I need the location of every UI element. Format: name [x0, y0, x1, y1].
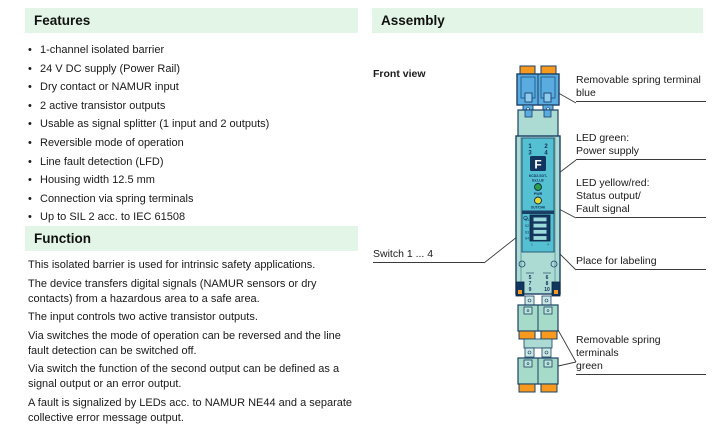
- feature-item: [28, 208, 360, 227]
- feature-item-text: 2 active transistor outputs: [40, 99, 166, 112]
- switch-label: S1: [524, 218, 529, 222]
- callout-line: Fault signal: [576, 203, 630, 215]
- features-section-header: Features: [25, 8, 358, 33]
- led-green-label: PWR: [533, 192, 543, 196]
- terminal-number: 9: [528, 287, 532, 293]
- callout-line: Place for labeling: [576, 255, 657, 267]
- feature-item: [28, 78, 360, 97]
- feature-item: [28, 97, 360, 116]
- feature-item: [28, 60, 360, 79]
- terminal-connector: [524, 339, 552, 348]
- function-paragraph: The device transfers digital signals (NAMUR sensors or dry contacts) from a hazardous area to a safe area.: [28, 277, 317, 305]
- callout-line: Status output/: [576, 190, 641, 202]
- connector-pins: [525, 348, 551, 357]
- callout-switch-1-4: [373, 248, 484, 263]
- callout-terminal-blue: [576, 74, 706, 102]
- feature-item: [28, 171, 360, 190]
- removable-terminal-green-2: [518, 358, 558, 392]
- terminal-number: 1: [528, 144, 532, 150]
- callout-terminals-green: [576, 334, 706, 375]
- assembly-figure: [372, 40, 712, 445]
- feature-item: [28, 190, 360, 209]
- feature-item: [28, 115, 360, 134]
- switch-label: S4: [524, 236, 529, 241]
- function-paragraph: This isolated barrier is used for intrinsic safety applications.: [28, 259, 316, 271]
- callout-line: Switch 1 ... 4: [373, 248, 434, 260]
- bullet-icon: •: [28, 192, 32, 205]
- feature-item-text: Line fault detection (LFD): [40, 155, 164, 168]
- feature-item-text: Connection via spring terminals: [40, 192, 194, 205]
- callout-line: LED green:: [576, 132, 630, 144]
- callout-line: Removable spring terminal: [576, 74, 701, 86]
- function-paragraph: Via switch the function of the second output can be defined as a signal output or an error output.: [28, 363, 340, 390]
- connector-pins: [525, 296, 551, 305]
- bullet-icon: •: [28, 44, 32, 56]
- terminal-number: 4: [544, 150, 548, 157]
- terminal-number: 3: [528, 150, 532, 157]
- feature-item-text: Dry contact or NAMUR input: [40, 81, 179, 94]
- feature-item-text: Reversible mode of operation: [40, 136, 184, 149]
- function-text: [28, 258, 362, 429]
- callout-line: Removable spring terminals: [576, 334, 661, 359]
- function-paragraph: A fault is signalized by LEDs acc. to NAMUR NE44 and a separate collective error message output.: [28, 396, 353, 424]
- led-yellow-label: OUT/CHK: [530, 205, 546, 210]
- terminal-number: 10: [544, 287, 550, 293]
- bullet-icon: •: [28, 118, 32, 131]
- terminal-number: 8: [545, 281, 549, 287]
- pepperl-fuchs-logo: [530, 156, 546, 172]
- bullet-icon: •: [28, 211, 32, 224]
- model-line: KCD2-SOT-: [528, 174, 548, 178]
- removable-terminal-blue: [517, 66, 559, 113]
- feature-item-text: 24 V DC supply (Power Rail): [40, 62, 180, 75]
- dip-switch-4: [534, 236, 547, 240]
- led-green: [535, 184, 542, 191]
- bullet-icon: •: [28, 81, 32, 94]
- feature-item-text: Usable as signal splitter (1 input and 2 outputs): [40, 118, 270, 131]
- dip-switch-3: [534, 230, 547, 234]
- front-view-label: Front view: [373, 68, 426, 80]
- feature-item: [28, 134, 360, 153]
- callout-led-yellow: [576, 177, 706, 218]
- bullet-icon: •: [28, 62, 32, 75]
- dip-switch-1: [534, 218, 547, 222]
- bullet-icon: •: [28, 174, 32, 187]
- terminal-number: 5: [528, 275, 532, 281]
- feature-item: [28, 41, 360, 60]
- terminal-number: 6: [545, 275, 549, 281]
- function-section-header: Function: [25, 226, 358, 251]
- terminal-number: 7: [528, 281, 532, 287]
- feature-item-text: 1-channel isolated barrier: [40, 44, 165, 56]
- features-list: [28, 41, 360, 227]
- bullet-icon: •: [28, 136, 32, 149]
- callout-led-green: [576, 132, 706, 160]
- switch-label: S3: [524, 230, 529, 235]
- assembly-section-header: Assembly: [372, 8, 703, 33]
- led-yellow: [535, 197, 542, 204]
- feature-item-text: Housing width 12.5 mm: [40, 174, 155, 187]
- callout-place-for-labeling: [576, 255, 706, 270]
- dip-switch-2: [534, 224, 547, 228]
- switch-scale-right: 4: [547, 242, 549, 247]
- callout-line: green: [576, 360, 603, 372]
- feature-item: [28, 153, 360, 172]
- switch-scale-left: 1: [531, 242, 533, 247]
- function-paragraph: Via switches the mode of operation can be reversed and the line fault detection can be switched off.: [28, 329, 341, 357]
- callout-line: Power supply: [576, 145, 640, 157]
- bullet-icon: •: [28, 155, 32, 168]
- bullet-icon: •: [28, 99, 32, 112]
- callout-line: LED yellow/red:: [576, 177, 650, 189]
- removable-terminal-green-1: [518, 305, 558, 339]
- terminal-number: 2: [544, 144, 548, 150]
- model-line: Ex1.LB: [532, 178, 544, 183]
- callout-line: blue: [576, 87, 596, 99]
- function-paragraph: The input controls two active transistor outputs.: [28, 311, 258, 323]
- logo-letter: F: [534, 157, 542, 172]
- switch-label: S2: [524, 224, 529, 229]
- feature-item-text: Up to SIL 2 acc. to IEC 61508: [40, 211, 186, 224]
